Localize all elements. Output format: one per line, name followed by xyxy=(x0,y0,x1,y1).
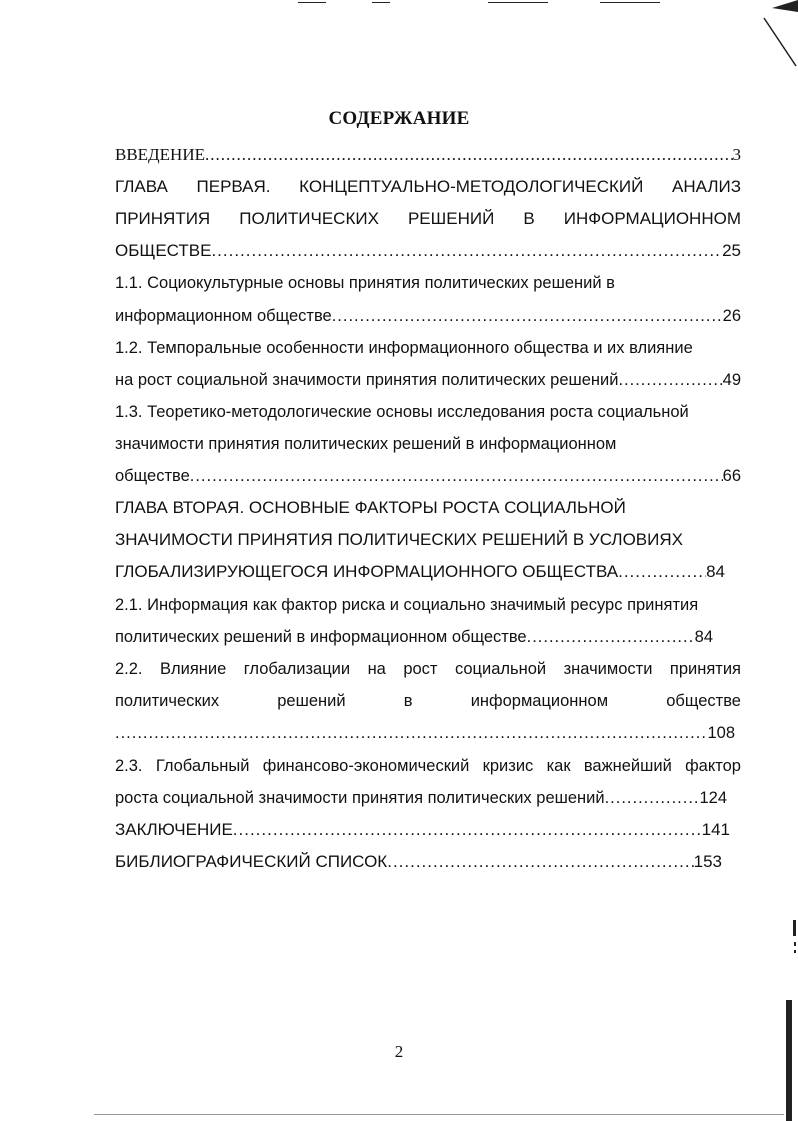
toc-chapter1-line2: ПРИНЯТИЯ ПОЛИТИЧЕСКИХ РЕШЕНИЙ В ИНФОРМАЦИОННОМ xyxy=(115,209,741,228)
toc-entry-page: 25 xyxy=(722,241,741,260)
leader-dots xyxy=(233,819,702,841)
leader-dots xyxy=(605,787,700,809)
toc-entry-text: ВВЕДЕНИЕ xyxy=(115,145,205,164)
toc-entry-page: 153 xyxy=(693,852,722,871)
toc-entry-page: 66 xyxy=(722,467,741,485)
toc-entry-page: 49 xyxy=(722,371,741,389)
toc-entry-conclusion xyxy=(115,819,730,841)
leader-dots xyxy=(115,722,707,744)
toc-s1-1-line1: 1.1. Социокультурные основы принятия политических решений в xyxy=(115,274,615,292)
toc-entry-page: 84 xyxy=(706,562,725,581)
leader-dots xyxy=(618,561,706,583)
page-number: 2 xyxy=(394,1042,404,1061)
toc-entry-text: ОБЩЕСТВЕ xyxy=(115,241,212,260)
toc-entry-page: 124 xyxy=(699,789,727,807)
toc-chapter1-line3 xyxy=(115,240,741,262)
toc-s2-2-line2: политических решений в информационном обществе xyxy=(115,692,741,710)
toc-entry-text: на рост социальной значимости принятия политических решений xyxy=(115,371,619,389)
toc-entry-text: информационном обществе xyxy=(115,307,332,325)
toc-title: СОДЕРЖАНИЕ xyxy=(328,108,470,129)
leader-dots xyxy=(618,369,722,391)
toc-entry-page: 141 xyxy=(701,820,730,839)
toc-s2-1-line2 xyxy=(115,626,713,648)
toc-s1-3-line2: значимости принятия политических решений в информационном xyxy=(115,435,617,453)
toc-s1-1-line2 xyxy=(115,305,741,327)
toc-s2-3-line1: 2.3. Глобальный финансово-экономический кризис как важнейший фактор xyxy=(115,757,741,775)
toc-s2-3-line2 xyxy=(115,787,727,809)
leader-dots xyxy=(332,305,723,327)
toc-entry-intro xyxy=(115,144,741,166)
toc-s2-1-line1: 2.1. Информация как фактор риска и социально значимый ресурс принятия xyxy=(115,596,699,614)
toc-entry-page: 26 xyxy=(722,307,741,325)
toc-entry-text: обществе xyxy=(115,467,190,485)
leader-dots xyxy=(211,240,722,262)
toc-s1-2-line2 xyxy=(115,369,741,391)
toc-s1-2-line1: 1.2. Темпоральные особенности информационного общества и их влияние xyxy=(115,339,693,357)
toc-entry-text: ЗАКЛЮЧЕНИЕ xyxy=(115,820,233,839)
toc-chapter1-line1: ГЛАВА ПЕРВАЯ. КОНЦЕПТУАЛЬНО-МЕТОДОЛОГИЧЕСКИЙ АНАЛИЗ xyxy=(115,177,741,196)
toc-entry-page: 3 xyxy=(732,145,741,164)
leader-dots xyxy=(527,626,695,648)
leader-dots xyxy=(387,851,693,873)
leader-dots xyxy=(205,144,733,166)
leader-dots xyxy=(190,465,723,487)
toc-entry-text: роста социальной значимости принятия политических решений xyxy=(115,789,605,807)
toc-entry-page: 84 xyxy=(694,628,713,646)
toc-s1-3-line1: 1.3. Теоретико-методологические основы исследования роста социальной xyxy=(115,403,689,421)
toc-s1-3-line3 xyxy=(115,465,741,487)
toc-entry-bibliography xyxy=(115,851,722,873)
toc-s2-2-line1: 2.2. Влияние глобализации на рост социальной значимости принятия xyxy=(115,660,741,678)
toc-entry-page: 108 xyxy=(707,724,735,742)
toc-entry-text: БИБЛИОГРАФИЧЕСКИЙ СПИСОК xyxy=(115,852,388,871)
toc-chapter2-line1: ГЛАВА ВТОРАЯ. ОСНОВНЫЕ ФАКТОРЫ РОСТА СОЦИАЛЬНОЙ xyxy=(115,498,626,517)
toc-s2-2-line3 xyxy=(115,722,735,744)
toc-chapter2-line3 xyxy=(115,561,725,583)
corner-fold-mark xyxy=(760,0,798,70)
toc-entry-text: политических решений в информационном обществе xyxy=(115,628,527,646)
toc-entry-text: ГЛОБАЛИЗИРУЮЩЕГОСЯ ИНФОРМАЦИОННОГО ОБЩЕСТВА xyxy=(115,562,619,581)
toc-chapter2-line2: ЗНАЧИМОСТИ ПРИНЯТИЯ ПОЛИТИЧЕСКИХ РЕШЕНИЙ В УСЛОВИЯХ xyxy=(115,530,683,549)
